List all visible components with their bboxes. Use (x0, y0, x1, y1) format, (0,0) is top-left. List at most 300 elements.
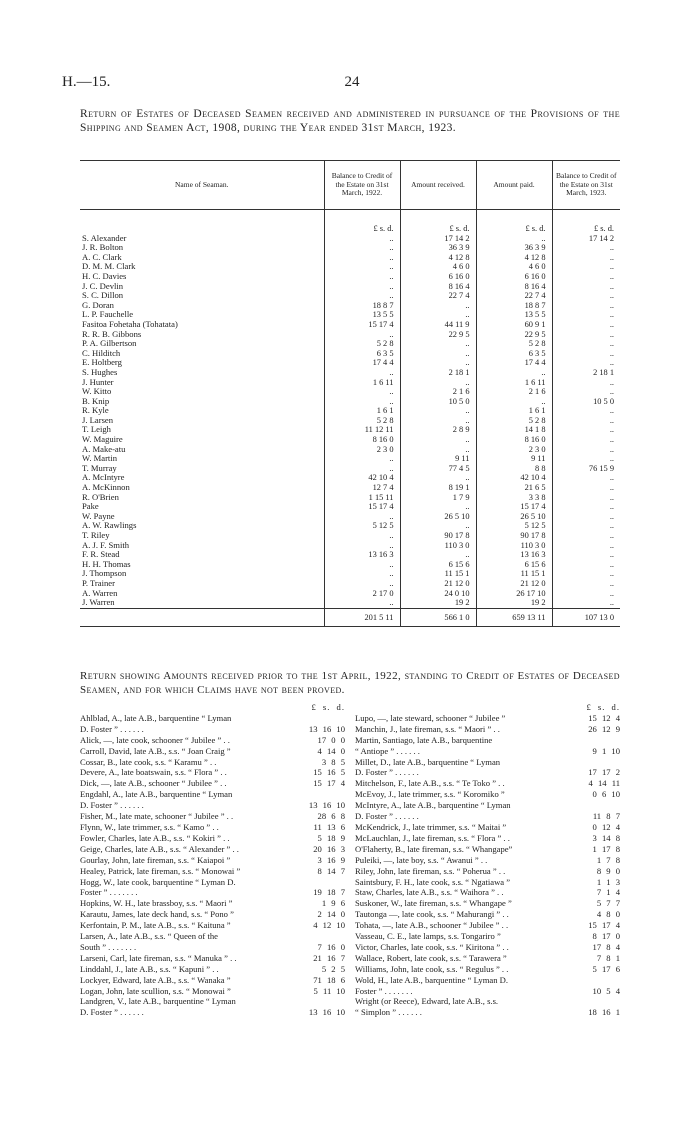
amount-bal1922: .. (324, 282, 400, 292)
list-item (355, 931, 620, 942)
amount-paid: .. (476, 234, 552, 244)
seaman-name: T. Riley (82, 530, 110, 540)
entry-text: O'Flaherty, B., late fireman, s.s. “ Whangape” (355, 843, 513, 854)
list-item (80, 767, 345, 778)
amount-bal1922: 1 6 1 (324, 406, 400, 416)
list-item (355, 767, 620, 778)
entry-text: McKendrick, J., late trimmer, s.s. “ Maitai ” (355, 821, 507, 832)
entry-amount: 5 2 5 (321, 963, 345, 974)
entry-text: Landgren, V., late A.B., barquentine “ Lyman (80, 996, 236, 1007)
seaman-name: J. Thompson (82, 568, 127, 579)
entry-text: Foster ” . . . . . . . (355, 985, 413, 996)
entry-text: McEvoy, J., late trimmer, s.s. “ Koromiko ” (355, 789, 505, 800)
seaman-name: T. Murray (82, 462, 117, 473)
entry-amount: 8 9 0 (596, 865, 620, 876)
amount-received: 2 1 6 (400, 387, 476, 397)
units-header: £ s. d. (586, 702, 620, 712)
entry-amount: 4 14 11 (588, 778, 620, 789)
amount-bal1923: .. (552, 253, 620, 263)
amount-received: 9 11 (400, 454, 476, 464)
amount-received: 21 12 0 (400, 579, 476, 589)
entry-amount: 17 0 0 (317, 734, 345, 745)
return2-title: Return showing Amounts received prior to the 1st April, 1922, standing to Credit of Estates of Deceased Seamen, and for which Claims have not been proved. (80, 670, 620, 696)
amount-received: .. (400, 301, 476, 311)
amount-paid: 5 2 8 (476, 339, 552, 349)
table-row (80, 550, 620, 560)
entry-amount: 5 18 9 (317, 832, 345, 843)
entry-amount: 7 16 0 (317, 941, 345, 952)
amount-bal1923: .. (552, 330, 620, 340)
amount-bal1922: .. (324, 253, 400, 263)
amount-received: .. (400, 416, 476, 426)
seaman-name: W. Maguire (82, 434, 123, 445)
amount-bal1923: .. (552, 454, 620, 464)
entry-text: Tohata, —, late A.B., schooner “ Jubilee ” . . (355, 920, 509, 931)
col-header-balance-1922: Balance to Credit of the Estate on 31st March, 1922. (324, 161, 400, 210)
entry-amount: 21 16 7 (313, 952, 345, 963)
entry-amount: 4 8 0 (596, 909, 620, 920)
list-item (80, 778, 345, 789)
entry-text: McIntyre, A., late A.B., barquentine “ Lyman (355, 800, 511, 811)
amount-received: 22 7 4 (400, 291, 476, 301)
list-item (355, 735, 620, 746)
entry-text: “ Antiope ” . . . . . . (355, 745, 420, 756)
list-item (80, 789, 345, 800)
entry-amount: 5 11 10 (313, 985, 345, 996)
amount-received: .. (400, 358, 476, 368)
amount-received: .. (400, 445, 476, 455)
amount-paid: 21 12 0 (476, 579, 552, 589)
list-item (355, 789, 620, 800)
seaman-name: A. McKinnon (82, 482, 130, 493)
entry-amount (289, 789, 345, 800)
amount-bal1923: .. (552, 579, 620, 589)
table-row (80, 445, 620, 455)
amount-bal1922: .. (324, 598, 400, 608)
entry-text: Martin, Santiago, late A.B., barquentine (355, 734, 493, 745)
entry-text: Staw, Charles, late A.B., s.s. “ Waihora ” . . (355, 887, 504, 898)
entry-amount: 8 17 0 (592, 931, 620, 942)
entry-text: Linddahl, J., late A.B., s.s. “ Kapuni ” . . (80, 963, 219, 974)
list-item (355, 964, 620, 975)
amount-bal1923: .. (552, 589, 620, 599)
entry-text: Alick, —, late cook, schooner “ Jubilee ” . . (80, 734, 230, 745)
list-item (355, 866, 620, 877)
amount-received: 26 5 10 (400, 512, 476, 522)
seaman-name: A. W. Rawlings (82, 520, 137, 531)
amount-paid: 13 5 5 (476, 310, 552, 320)
amount-received: 1 7 9 (400, 493, 476, 503)
seaman-name: A. C. Clark (82, 251, 122, 262)
amount-paid: 60 9 1 (476, 320, 552, 330)
amount-bal1922: .. (324, 464, 400, 474)
table-row (80, 320, 620, 330)
table-row (80, 589, 620, 599)
amount-bal1922: .. (324, 569, 400, 579)
seaman-name: P. A. Gilbertson (82, 338, 137, 349)
entry-amount: 0 12 4 (592, 821, 620, 832)
table-row (80, 598, 620, 608)
seaman-name: W. Kitto (82, 386, 112, 397)
list-item (80, 909, 345, 920)
seaman-name: S. Hughes (82, 366, 118, 377)
amount-paid: 21 6 5 (476, 483, 552, 493)
table-row (80, 435, 620, 445)
entry-amount: 2 14 0 (317, 909, 345, 920)
table-row (80, 397, 620, 407)
amount-bal1922: 13 5 5 (324, 310, 400, 320)
amount-bal1922: .. (324, 579, 400, 589)
entry-text: Geige, Charles, late A.B., s.s. “ Alexander ” . . (80, 843, 239, 854)
amount-bal1923: .. (552, 243, 620, 253)
amount-paid: 5 12 5 (476, 521, 552, 531)
table-row (80, 531, 620, 541)
amount-paid: 110 3 0 (476, 541, 552, 551)
entry-amount (564, 975, 620, 986)
amount-received: 77 4 5 (400, 464, 476, 474)
amount-paid: .. (476, 368, 552, 378)
amount-paid: 22 7 4 (476, 291, 552, 301)
entry-amount: 10 5 4 (592, 985, 620, 996)
list-item (80, 898, 345, 909)
amount-bal1922: .. (324, 531, 400, 541)
amount-bal1923: .. (552, 320, 620, 330)
table-row (80, 493, 620, 503)
list-item (80, 724, 345, 735)
amount-bal1922: .. (324, 560, 400, 570)
seaman-name: D. M. M. Clark (82, 261, 136, 272)
list-item (80, 986, 345, 997)
table-row (80, 473, 620, 483)
amount-paid: 15 17 4 (476, 502, 552, 512)
list-item (80, 942, 345, 953)
amount-bal1922: 13 16 3 (324, 550, 400, 560)
list-item (80, 1007, 345, 1018)
amount-received: .. (400, 378, 476, 388)
seaman-name: A. Warren (82, 587, 118, 598)
table-row (80, 425, 620, 435)
seaman-name: T. Leigh (82, 424, 111, 435)
amount-bal1922: .. (324, 234, 400, 244)
amount-bal1922: .. (324, 243, 400, 253)
table-row (80, 579, 620, 589)
seaman-name: J. Larsen (82, 414, 114, 425)
amount-bal1923: .. (552, 483, 620, 493)
list-item (355, 975, 620, 986)
seaman-name: S. Alexander (82, 232, 127, 243)
amount-bal1923: .. (552, 282, 620, 292)
amount-bal1923: .. (552, 339, 620, 349)
table-row (80, 387, 620, 397)
entry-amount: 1 1 3 (596, 876, 620, 887)
entry-amount: 13 16 10 (308, 800, 345, 811)
table-row (80, 330, 620, 340)
amount-paid: 26 17 10 (476, 589, 552, 599)
entry-amount: 3 8 5 (321, 756, 345, 767)
entry-text: Flynn, W., late trimmer, s.s. “ Kamo ” . . (80, 821, 219, 832)
entry-text: Victor, Charles, late cook, s.s. “ Kiritona ” . . (355, 941, 509, 952)
table-row (80, 454, 620, 464)
document-reference: H.—15. (62, 74, 111, 90)
seaman-name: F. R. Stead (82, 549, 120, 560)
list-item (355, 887, 620, 898)
amount-paid: 1 6 1 (476, 406, 552, 416)
entry-text: Fisher, M., late mate, schooner “ Jubilee ” . . (80, 811, 234, 822)
entry-text: D. Foster ” . . . . . . (80, 1007, 144, 1018)
unclaimed-list-right (355, 702, 620, 1018)
amount-bal1923: .. (552, 521, 620, 531)
list-item (355, 920, 620, 931)
table-row (80, 301, 620, 311)
entry-text: Hopkins, W. H., late brassboy, s.s. “ Maori ” (80, 898, 233, 909)
entry-amount: 1 17 8 (592, 843, 620, 854)
entry-amount (564, 996, 620, 1007)
amount-bal1922: .. (324, 330, 400, 340)
table-row (80, 339, 620, 349)
entry-text: D. Foster ” . . . . . . (80, 723, 144, 734)
amount-bal1923: .. (552, 560, 620, 570)
amount-bal1923: 10 5 0 (552, 397, 620, 407)
amount-received: .. (400, 406, 476, 416)
amount-bal1923: .. (552, 262, 620, 272)
list-item (355, 844, 620, 855)
seaman-name: W. Payne (82, 510, 115, 521)
list-item (355, 877, 620, 888)
table-row (80, 243, 620, 253)
amount-bal1923: .. (552, 416, 620, 426)
return1-title: Return of Estates of Deceased Seamen received and administered in pursuance of the Provisions of the Shipping and Seamen Act, 1908, during the Year ended 31st March, 1923. (80, 108, 620, 134)
amount-bal1922: .. (324, 512, 400, 522)
amount-bal1923: .. (552, 502, 620, 512)
amount-bal1923: .. (552, 569, 620, 579)
amount-received: 44 11 9 (400, 320, 476, 330)
list-item (80, 996, 345, 1007)
amount-paid: 17 4 4 (476, 358, 552, 368)
units-row: £ s. d. £ s. d. £ s. d. £ s. d. (80, 210, 620, 234)
entry-amount (564, 757, 620, 768)
list-item (80, 931, 345, 942)
seaman-name: Fasitoa Fohetaha (Tohatata) (82, 318, 178, 329)
seaman-name: R. Kyle (82, 405, 109, 416)
amount-received: .. (400, 435, 476, 445)
amount-paid: .. (476, 397, 552, 407)
entry-text: Mitchelson, F., late A.B., s.s. “ Te Toko ” . . (355, 778, 505, 789)
table-row (80, 253, 620, 263)
amount-received: 4 12 8 (400, 253, 476, 263)
page-number: 24 (344, 74, 360, 90)
amount-received: 22 9 5 (400, 330, 476, 340)
amount-received: 36 3 9 (400, 243, 476, 253)
amount-bal1922: .. (324, 262, 400, 272)
amount-received: 6 15 6 (400, 560, 476, 570)
amount-bal1922: .. (324, 272, 400, 282)
amount-paid: 5 2 8 (476, 416, 552, 426)
amount-bal1922: 2 3 0 (324, 445, 400, 455)
entry-text: Vasseau, C. E., late lamps, s.s. Tongariro ” (355, 931, 501, 942)
amount-paid: 18 8 7 (476, 301, 552, 311)
estates-table (80, 160, 620, 627)
amount-bal1923: .. (552, 550, 620, 560)
entry-text: Riley, John, late fireman, s.s. “ Poherua ” . . (355, 865, 506, 876)
amount-bal1922: 17 4 4 (324, 358, 400, 368)
entry-amount: 9 1 10 (592, 745, 620, 756)
amount-bal1922: .. (324, 368, 400, 378)
amount-paid: 6 16 0 (476, 272, 552, 282)
list-item (80, 713, 345, 724)
seaman-name: C. Hilditch (82, 347, 121, 358)
amount-bal1923: .. (552, 291, 620, 301)
list-item (355, 713, 620, 724)
entry-text: Logan, John, late scullion, s.s. “ Monowai ” (80, 985, 231, 996)
amount-bal1923: 76 15 9 (552, 464, 620, 474)
amount-received: 110 3 0 (400, 541, 476, 551)
amount-received: .. (400, 339, 476, 349)
total-bal1923: 107 13 0 (552, 608, 620, 627)
amount-bal1922: 42 10 4 (324, 473, 400, 483)
unclaimed-list-left (80, 702, 345, 1018)
amount-bal1922: 8 16 0 (324, 435, 400, 445)
list-item (355, 1007, 620, 1018)
entry-amount (289, 996, 345, 1007)
amount-received: 8 19 1 (400, 483, 476, 493)
entry-text: D. Foster ” . . . . . . (80, 800, 144, 811)
entry-text: South ” . . . . . . . (80, 941, 137, 952)
amount-bal1922: 1 6 11 (324, 378, 400, 388)
table-row (80, 464, 620, 474)
entry-text: D. Foster ” . . . . . . (355, 767, 419, 778)
amount-received: .. (400, 502, 476, 512)
list-item (355, 909, 620, 920)
amount-bal1922: 2 17 0 (324, 589, 400, 599)
list-item (80, 877, 345, 888)
seaman-name: J. R. Bolton (82, 242, 124, 253)
amount-paid: 42 10 4 (476, 473, 552, 483)
entry-text: Puleiki, —, late boy, s.s. “ Awanui ” . . (355, 854, 488, 865)
amount-paid: 9 11 (476, 454, 552, 464)
units-header: £ s. d. (311, 702, 345, 712)
amount-bal1923: .. (552, 387, 620, 397)
entry-amount: 7 8 1 (596, 952, 620, 963)
table-row (80, 358, 620, 368)
list-item (80, 746, 345, 757)
amount-bal1922: 5 2 8 (324, 339, 400, 349)
entry-amount (289, 713, 345, 724)
entry-amount: 15 17 4 (588, 920, 620, 931)
list-item (355, 778, 620, 789)
amount-received: 6 16 0 (400, 272, 476, 282)
entry-amount: 28 6 8 (317, 811, 345, 822)
amount-received: 24 0 10 (400, 589, 476, 599)
entry-text: Hogg, W., late cook, barquentine “ Lyman D. (80, 876, 236, 887)
seaman-name: Pake (82, 501, 99, 512)
list-item (355, 822, 620, 833)
list-item (80, 757, 345, 768)
entry-text: Engdahl, A., late A.B., barquentine “ Lyman (80, 789, 233, 800)
entry-text: Williams, John, late cook, s.s. “ Regulus ” . . (355, 963, 509, 974)
col-header-balance-1923: Balance to Credit of the Estate on 31st March, 1923. (552, 161, 620, 210)
table-row (80, 262, 620, 272)
amount-received: 90 17 8 (400, 531, 476, 541)
list-item (80, 866, 345, 877)
col-header-received: Amount received. (400, 161, 476, 210)
amount-bal1922: 18 8 7 (324, 301, 400, 311)
amount-bal1922: 11 12 11 (324, 425, 400, 435)
table-row (80, 560, 620, 570)
list-item (355, 811, 620, 822)
entry-text: Devere, A., late boatswain, s.s. “ Flora ” . . (80, 767, 227, 778)
entry-amount: 13 16 10 (308, 1007, 345, 1018)
seaman-name: H. C. Davies (82, 270, 127, 281)
entry-text: Lockyer, Edward, late A.B., s.s. “ Wanaka ” (80, 974, 231, 985)
amount-bal1923: .. (552, 272, 620, 282)
table-row (80, 483, 620, 493)
entry-text: Kerfontain, P. M., late A.B., s.s. “ Kaituna ” (80, 920, 231, 931)
totals-row (80, 608, 620, 627)
entry-amount: 5 7 7 (596, 898, 620, 909)
entry-text: Ahlblad, A., late A.B., barquentine “ Lyman (80, 712, 232, 723)
entry-amount: 17 8 4 (592, 941, 620, 952)
amount-bal1923: .. (552, 512, 620, 522)
amount-received: .. (400, 349, 476, 359)
seaman-name: L. P. Fauchelle (82, 309, 134, 320)
entry-amount: 8 14 7 (317, 865, 345, 876)
entry-text: Karautu, James, late deck hand, s.s. “ Pono ” (80, 909, 234, 920)
table-row (80, 234, 620, 244)
entry-text: Suskoner, W., late fireman, s.s. “ Whangape ” (355, 898, 512, 909)
seaman-name: G. Doran (82, 299, 114, 310)
list-item (80, 855, 345, 866)
amount-bal1922: .. (324, 397, 400, 407)
amount-paid: 19 2 (476, 598, 552, 608)
amount-received: .. (400, 521, 476, 531)
seaman-name: E. Holtberg (82, 357, 122, 368)
amount-paid: 4 6 0 (476, 262, 552, 272)
entry-text: Lupo, —, late steward, schooner “ Jubilee ” (355, 712, 506, 723)
amount-bal1922: 12 7 4 (324, 483, 400, 493)
entry-text: Cossar, B., late cook, s.s. “ Karamu ” . . (80, 756, 217, 767)
amount-bal1922: .. (324, 454, 400, 464)
amount-paid: 8 8 (476, 464, 552, 474)
entry-amount: 26 12 9 (588, 723, 620, 734)
entry-amount: 19 18 7 (313, 887, 345, 898)
entry-text: D. Foster ” . . . . . . (355, 811, 419, 822)
list-item (355, 953, 620, 964)
amount-received: .. (400, 473, 476, 483)
seaman-name: A. J. F. Smith (82, 539, 130, 550)
total-paid: 659 13 11 (476, 608, 552, 627)
amount-received: .. (400, 310, 476, 320)
amount-bal1923: 2 18 1 (552, 368, 620, 378)
amount-paid: 14 1 8 (476, 425, 552, 435)
amount-received: 2 18 1 (400, 368, 476, 378)
amount-bal1923: .. (552, 406, 620, 416)
entry-amount: 13 16 10 (308, 723, 345, 734)
seaman-name: B. Knip (82, 395, 110, 406)
table-row (80, 521, 620, 531)
amount-bal1923: .. (552, 435, 620, 445)
amount-bal1922: 5 12 5 (324, 521, 400, 531)
entry-amount: 4 12 10 (313, 920, 345, 931)
entry-amount: 11 8 7 (592, 811, 620, 822)
amount-bal1922: 15 17 4 (324, 502, 400, 512)
total-bal1922: 201 5 11 (324, 608, 400, 627)
amount-bal1923: .. (552, 358, 620, 368)
entry-text: Saintsbury, F. H., late cook, s.s. “ Ngatiawa ” (355, 876, 511, 887)
seaman-name: A. Make-atu (82, 443, 126, 454)
amount-received: 2 8 9 (400, 425, 476, 435)
entry-text: Healey, Patrick, late fireman, s.s. “ Monowai ” (80, 865, 241, 876)
col-header-paid: Amount paid. (476, 161, 552, 210)
